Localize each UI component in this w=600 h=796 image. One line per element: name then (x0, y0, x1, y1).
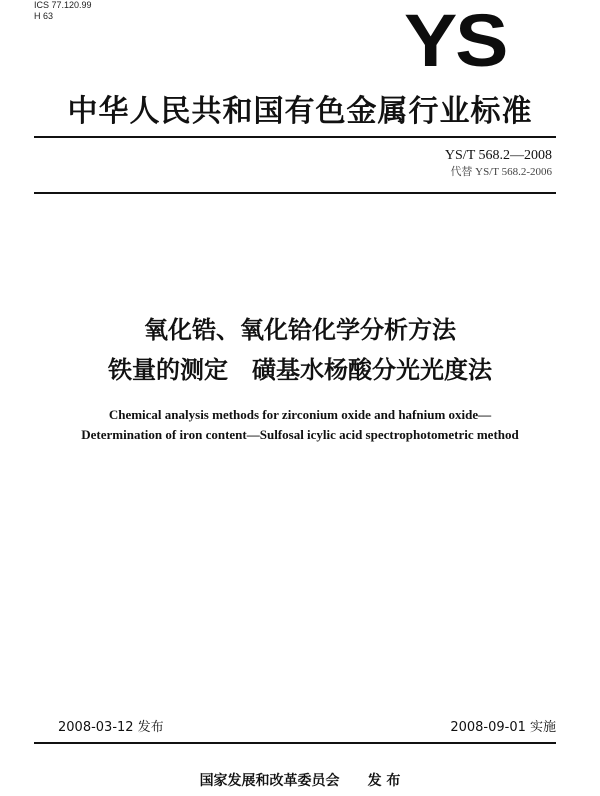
issuer-name: 国家发展和改革委员会 (199, 773, 340, 789)
title-en-line2: Determination of iron content—Sulfosal icylic acid spectrophotometric method (81, 427, 519, 442)
standard-number-block (445, 148, 552, 180)
issue-word: 发 布 (367, 773, 401, 789)
header-rule (34, 136, 556, 138)
title-en-line1: Chemical analysis methods for zirconium oxide and hafnium oxide— (108, 407, 492, 422)
replaces-standard: 代替 YS/T 568.2-2006 (450, 166, 552, 178)
ics-code: ICS 77.120.99 (34, 0, 92, 10)
title-cn-line1: 氧化锆、氧化铪化学分析方法 (144, 316, 456, 344)
issue-date: 2008-03-12 发布 (58, 720, 164, 735)
number-rule (34, 192, 556, 194)
classification-codes (34, 0, 92, 22)
footer-rule (34, 742, 556, 744)
title-cn-line2: 铁量的测定 磺基水杨酸分光光度法 (108, 356, 492, 384)
standard-category-title: 中华人民共和国有色金属行业标准 (67, 94, 533, 129)
issuer-line (0, 770, 600, 790)
implement-date: 2008-09-01 实施 (450, 720, 556, 735)
ccs-code: H 63 (34, 11, 54, 21)
standard-number: YS/T 568.2—2008 (444, 148, 552, 163)
ys-logo: YS (404, 0, 507, 82)
